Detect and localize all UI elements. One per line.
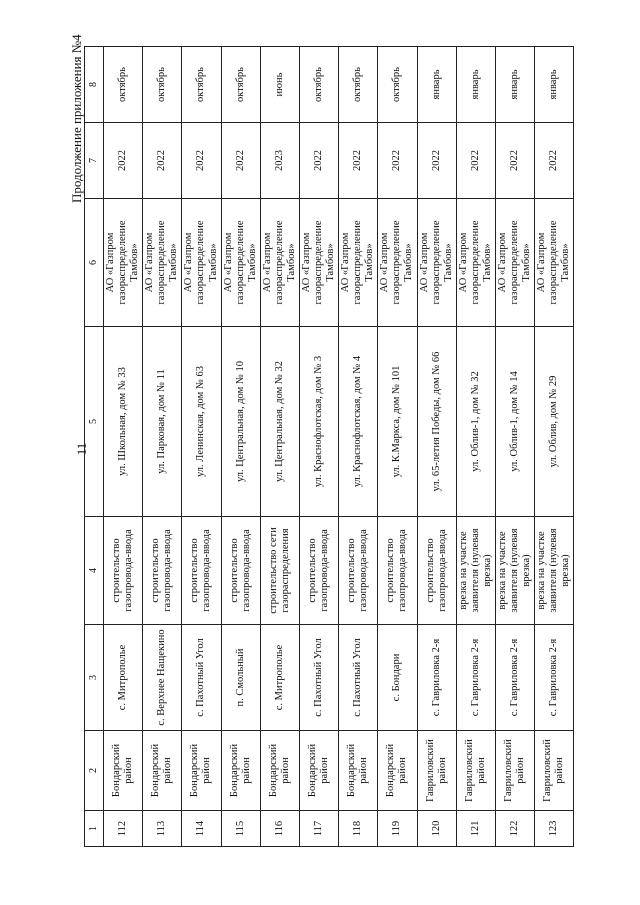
col-organization-cell: АО «Газпром газораспределение Тамбов» <box>143 199 182 327</box>
table-row <box>104 47 143 847</box>
col-month-cell: октябрь <box>104 47 143 123</box>
col-settlement-cell: с. Гавриловка 2-я <box>535 625 574 731</box>
col-district-cell: Бондарский район <box>221 731 260 811</box>
col-month-cell: январь <box>456 47 495 123</box>
col-organization-cell: АО «Газпром газораспределение Тамбов» <box>456 199 495 327</box>
col-number-cell: 118 <box>339 811 378 847</box>
col-settlement-cell: с. Митрополье <box>104 625 143 731</box>
header-col-settlement: 3 <box>85 625 104 731</box>
col-address-cell: ул. Центральная, дом № 32 <box>260 327 299 517</box>
col-address-cell: ул. 65-летия Победы, дом № 66 <box>417 327 456 517</box>
col-settlement-cell: п. Смольный <box>221 625 260 731</box>
table-row <box>339 47 378 847</box>
col-address-cell: ул. Краснофлотская, дом № 3 <box>299 327 338 517</box>
col-address-cell: ул. Ленинская, дом № 63 <box>182 327 221 517</box>
col-number-cell: 114 <box>182 811 221 847</box>
col-district-cell: Бондарский район <box>339 731 378 811</box>
col-organization-cell: АО «Газпром газораспределение Тамбов» <box>339 199 378 327</box>
col-settlement-cell: с. Митрополье <box>260 625 299 731</box>
table-row <box>495 47 534 847</box>
table-row <box>456 47 495 847</box>
table-row <box>182 47 221 847</box>
col-year-cell: 2023 <box>260 123 299 199</box>
col-year-cell: 2022 <box>299 123 338 199</box>
col-number-cell: 119 <box>378 811 417 847</box>
col-number-cell: 115 <box>221 811 260 847</box>
col-district-cell: Гавриловский район <box>456 731 495 811</box>
col-address-cell: ул. К.Маркса, дом № 101 <box>378 327 417 517</box>
col-work-type-cell: строительство газопровода-ввода <box>339 517 378 625</box>
header-col-address: 5 <box>85 327 104 517</box>
col-address-cell: ул. Школьная, дом № 33 <box>104 327 143 517</box>
table-row <box>299 47 338 847</box>
col-year-cell: 2022 <box>221 123 260 199</box>
col-district-cell: Бондарский район <box>104 731 143 811</box>
col-settlement-cell: с. Пахотный Угол <box>182 625 221 731</box>
col-work-type-cell: строительство газопровода-ввода <box>104 517 143 625</box>
col-organization-cell: АО «Газпром газораспределение Тамбов» <box>182 199 221 327</box>
col-settlement-cell: с. Пахотный Угол <box>299 625 338 731</box>
col-organization-cell: АО «Газпром газораспределение Тамбов» <box>495 199 534 327</box>
col-address-cell: ул. Центральная, дом № 10 <box>221 327 260 517</box>
page-number: 11 <box>74 442 89 456</box>
col-year-cell: 2022 <box>182 123 221 199</box>
col-address-cell: ул. Облив-1, дом № 32 <box>456 327 495 517</box>
col-district-cell: Гавриловский район <box>495 731 534 811</box>
col-number-cell: 122 <box>495 811 534 847</box>
col-number-cell: 117 <box>299 811 338 847</box>
header-row <box>85 47 104 847</box>
col-year-cell: 2022 <box>378 123 417 199</box>
col-month-cell: октябрь <box>339 47 378 123</box>
col-work-type-cell: строительство газопровода-ввода <box>182 517 221 625</box>
col-district-cell: Гавриловский район <box>535 731 574 811</box>
col-settlement-cell: с. Гавриловка 2-я <box>495 625 534 731</box>
col-address-cell: ул. Краснофлотская, дом № 4 <box>339 327 378 517</box>
col-organization-cell: АО «Газпром газораспределение Тамбов» <box>221 199 260 327</box>
col-work-type-cell: врезка на участке заявителя (нулевая врезка) <box>535 517 574 625</box>
col-work-type-cell: строительство газопровода-ввода <box>143 517 182 625</box>
table-row <box>143 47 182 847</box>
col-number-cell: 120 <box>417 811 456 847</box>
col-month-cell: октябрь <box>182 47 221 123</box>
table-wrapper <box>84 47 572 847</box>
col-year-cell: 2022 <box>143 123 182 199</box>
col-settlement-cell: с. Гавриловка 2-я <box>456 625 495 731</box>
header-col-district: 2 <box>85 731 104 811</box>
col-number-cell: 123 <box>535 811 574 847</box>
col-year-cell: 2022 <box>339 123 378 199</box>
col-district-cell: Бондарский район <box>260 731 299 811</box>
table-row <box>378 47 417 847</box>
col-district-cell: Бондарский район <box>182 731 221 811</box>
col-work-type-cell: строительство газопровода-ввода <box>378 517 417 625</box>
table-row <box>260 47 299 847</box>
col-number-cell: 113 <box>143 811 182 847</box>
header-col-month: 8 <box>85 47 104 123</box>
col-work-type-cell: врезка на участке заявителя (нулевая врезка) <box>456 517 495 625</box>
col-district-cell: Бондарский район <box>299 731 338 811</box>
col-month-cell: июнь <box>260 47 299 123</box>
col-number-cell: 116 <box>260 811 299 847</box>
table-row <box>221 47 260 847</box>
col-settlement-cell: с. Пахотный Угол <box>339 625 378 731</box>
col-year-cell: 2022 <box>456 123 495 199</box>
appendix-table <box>84 46 574 847</box>
col-district-cell: Бондарский район <box>143 731 182 811</box>
col-organization-cell: АО «Газпром газораспределение Тамбов» <box>378 199 417 327</box>
header-col-organization: 6 <box>85 199 104 327</box>
col-address-cell: ул. Парковая, дом № 11 <box>143 327 182 517</box>
header-col-number: 1 <box>85 811 104 847</box>
col-organization-cell: АО «Газпром газораспределение Тамбов» <box>104 199 143 327</box>
col-month-cell: январь <box>417 47 456 123</box>
table-row <box>417 47 456 847</box>
col-year-cell: 2022 <box>535 123 574 199</box>
col-year-cell: 2022 <box>104 123 143 199</box>
table-row <box>535 47 574 847</box>
col-work-type-cell: строительство газопровода-ввода <box>221 517 260 625</box>
col-work-type-cell: врезка на участке заявителя (нулевая врезка) <box>495 517 534 625</box>
col-month-cell: октябрь <box>299 47 338 123</box>
header-col-work-type: 4 <box>85 517 104 625</box>
col-year-cell: 2022 <box>417 123 456 199</box>
col-settlement-cell: с. Гавриловка 2-я <box>417 625 456 731</box>
header-col-year: 7 <box>85 123 104 199</box>
continuation-title: Продолжение приложения №4 <box>69 34 84 203</box>
col-organization-cell: АО «Газпром газораспределение Тамбов» <box>417 199 456 327</box>
col-month-cell: январь <box>535 47 574 123</box>
col-month-cell: октябрь <box>221 47 260 123</box>
col-work-type-cell: строительство сети газораспределения <box>260 517 299 625</box>
col-district-cell: Гавриловский район <box>417 731 456 811</box>
col-month-cell: октябрь <box>143 47 182 123</box>
col-settlement-cell: с. Бондари <box>378 625 417 731</box>
col-month-cell: октябрь <box>378 47 417 123</box>
col-number-cell: 121 <box>456 811 495 847</box>
col-year-cell: 2022 <box>495 123 534 199</box>
col-organization-cell: АО «Газпром газораспределение Тамбов» <box>260 199 299 327</box>
col-month-cell: январь <box>495 47 534 123</box>
col-organization-cell: АО «Газпром газораспределение Тамбов» <box>535 199 574 327</box>
col-address-cell: ул. Облив, дом № 29 <box>535 327 574 517</box>
col-number-cell: 112 <box>104 811 143 847</box>
col-district-cell: Бондарский район <box>378 731 417 811</box>
col-settlement-cell: с. Верхнее Нащекино <box>143 625 182 731</box>
col-address-cell: ул. Облив-1, дом № 14 <box>495 327 534 517</box>
col-work-type-cell: строительство газопровода-ввода <box>299 517 338 625</box>
col-work-type-cell: строительство газопровода-ввода <box>417 517 456 625</box>
col-organization-cell: АО «Газпром газораспределение Тамбов» <box>299 199 338 327</box>
